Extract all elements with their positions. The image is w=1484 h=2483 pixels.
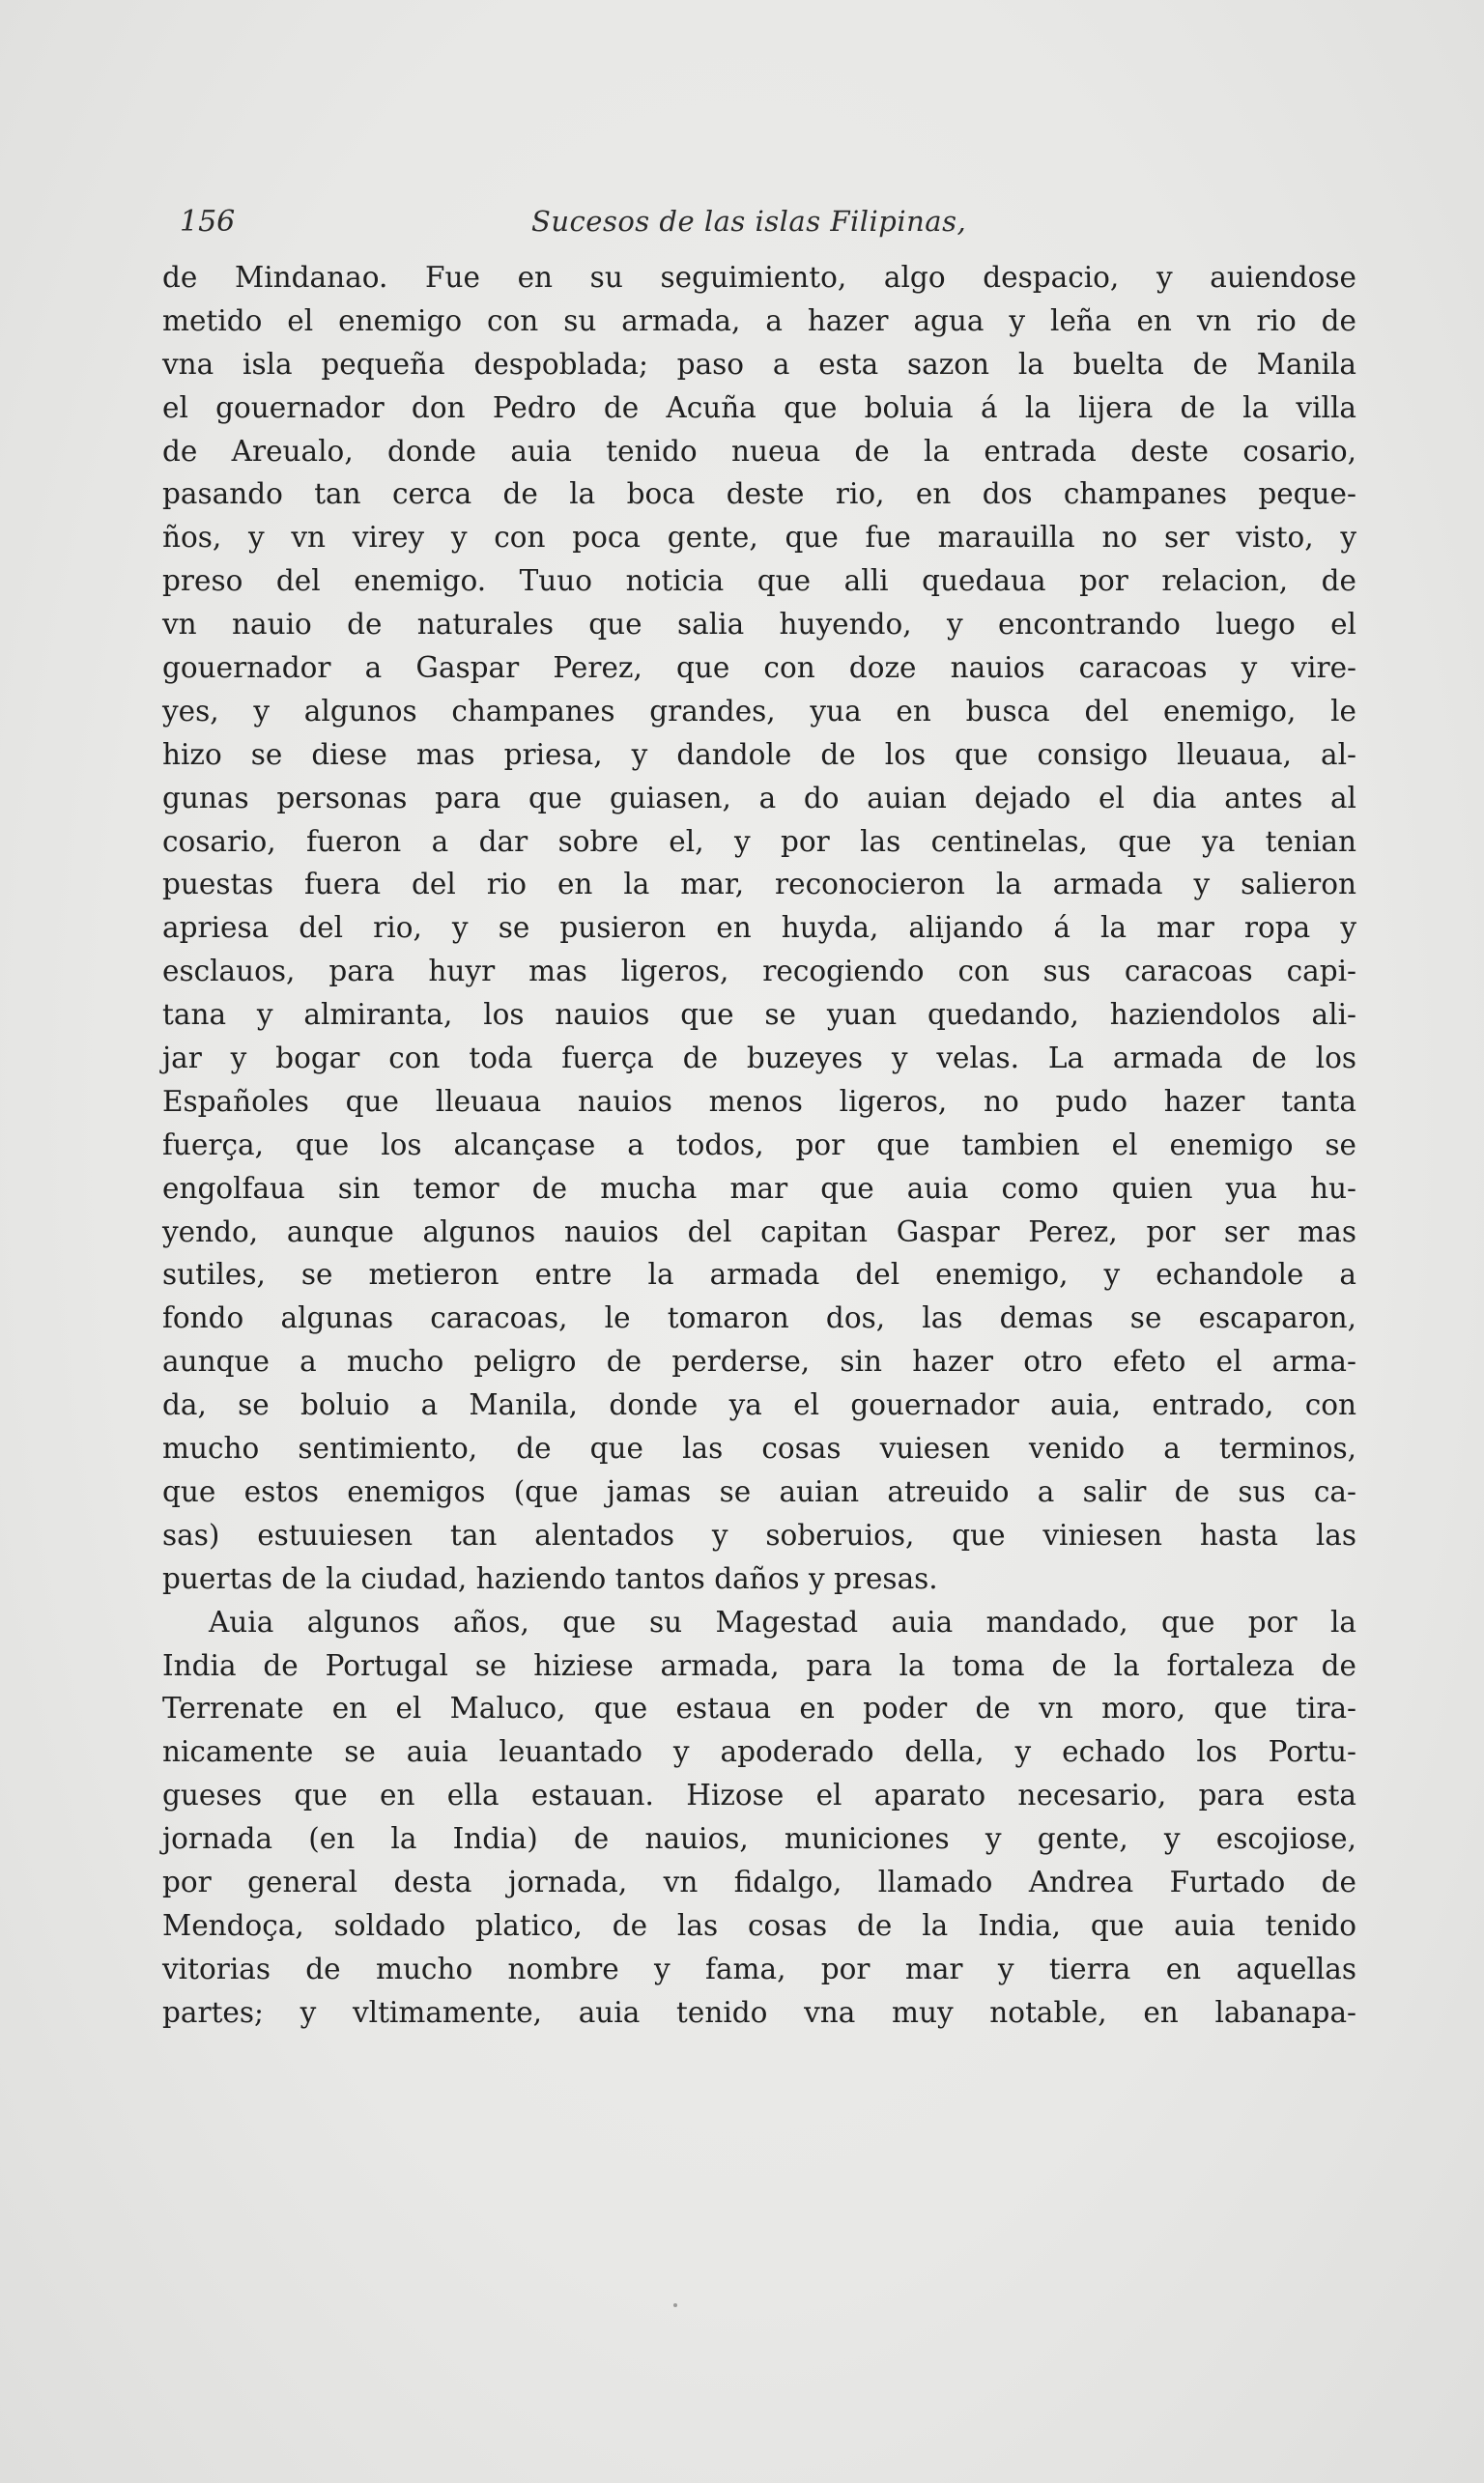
text-line: apriesa del rio, y se pusieron en huyda, alijando á la mar ropa y — [162, 911, 1356, 945]
text-line: puertas de la ciudad, haziendo tantos daños y presas. — [162, 1561, 938, 1595]
text-line: gouernador a Gaspar Perez, que con doze nauios caracoas y vire- — [162, 651, 1356, 685]
text-line: nicamente se auia leuantado y apoderado della, y echado los Portu- — [162, 1735, 1356, 1769]
text-line: cosario, fueron a dar sobre el, y por las centinelas, que ya tenian — [162, 824, 1356, 858]
text-line: que estos enemigos (que jamas se auian atreuido a salir de sus ca- — [162, 1474, 1356, 1508]
text-line: pasando tan cerca de la boca deste rio, en dos champanes peque- — [162, 477, 1356, 511]
paragraph-2 — [162, 1601, 1356, 2035]
text-line: jornada (en la India) de nauios, municiones y gente, y escojiose, — [162, 1822, 1356, 1856]
text-line: puestas fuera del rio en la mar, reconocieron la armada y salieron — [162, 868, 1356, 901]
text-line: vitorias de mucho nombre y fama, por mar y tierra en aquellas — [162, 1952, 1356, 1985]
page-number: 156 — [180, 205, 236, 239]
page-header — [174, 205, 1353, 243]
text-line: esclauos, para huyr mas ligeros, recogiendo con sus caracoas capi- — [162, 955, 1356, 988]
text-line: mucho sentimiento, de que las cosas vuiesen venido a terminos, — [162, 1432, 1356, 1466]
text-line: sas) estuuiesen tan alentados y soberuios, que viniesen hasta las — [162, 1518, 1356, 1552]
text-line: India de Portugal se hiziese armada, para la toma de la fortaleza de — [162, 1648, 1356, 1682]
ink-speck — [673, 2303, 677, 2307]
text-line: Españoles que lleuaua nauios menos ligeros, no pudo hazer tanta — [162, 1084, 1356, 1118]
running-title: Sucesos de las islas Filipinas, — [531, 205, 967, 238]
text-line: gunas personas para que guiasen, a do auian dejado el dia antes al — [162, 781, 1356, 814]
text-line: yendo, aunque algunos nauios del capitan Gaspar Perez, por ser mas — [162, 1214, 1356, 1248]
text-line: sutiles, se metieron entre la armada del enemigo, y echandole a — [162, 1258, 1356, 1292]
text-line: aunque a mucho peligro de perderse, sin hazer otro efeto el arma- — [162, 1345, 1356, 1379]
text-line: yes, y algunos champanes grandes, yua en busca del enemigo, le — [162, 694, 1356, 728]
text-line: da, se boluio a Manila, donde ya el gouernador auia, entrado, con — [162, 1388, 1356, 1422]
text-line: engolfaua sin temor de mucha mar que auia como quien yua hu- — [162, 1171, 1356, 1205]
text-line: de Areualo, donde auia tenido nueua de la entrada deste cosario, — [162, 434, 1356, 468]
text-line: metido el enemigo con su armada, a hazer agua y leña en vn rio de — [162, 303, 1356, 337]
text-line: por general desta jornada, vn fidalgo, llamado Andrea Furtado de — [162, 1865, 1356, 1898]
text-line: vna isla pequeña despoblada; paso a esta sazon la buelta de Manila — [162, 347, 1356, 381]
text-line: partes; y vltimamente, auia tenido vna muy notable, en labanapa- — [162, 1995, 1356, 2029]
text-line: jar y bogar con toda fuerça de buzeyes y velas. La armada de los — [162, 1042, 1356, 1075]
text-line: ños, y vn virey y con poca gente, que fue marauilla no ser visto, y — [162, 521, 1356, 555]
text-line: vn nauio de naturales que salia huyendo, y encontrando luego el — [162, 608, 1356, 642]
text-line: hizo se diese mas priesa, y dandole de los que consigo lleuaua, al- — [162, 737, 1356, 771]
text-line: fondo algunas caracoas, le tomaron dos, las demas se escaparon, — [162, 1301, 1356, 1335]
text-line: gueses que en ella estauan. Hizose el aparato necesario, para esta — [162, 1779, 1356, 1812]
body-text — [162, 256, 1356, 2035]
text-line: el gouernador don Pedro de Acuña que boluia á la lijera de la villa — [162, 390, 1356, 424]
paragraph-1 — [162, 256, 1356, 1601]
text-line: Auia algunos años, que su Magestad auia mandado, que por la — [209, 1605, 1356, 1639]
text-line: tana y almiranta, los nauios que se yuan quedando, haziendolos ali- — [162, 998, 1356, 1032]
text-line: Terrenate en el Maluco, que estaua en poder de vn moro, que tira- — [162, 1692, 1356, 1726]
text-line: preso del enemigo. Tuuo noticia que alli quedaua por relacion, de — [162, 564, 1356, 598]
text-line: Mendoça, soldado platico, de las cosas de la India, que auia tenido — [162, 1908, 1356, 1942]
text-line: de Mindanao. Fue en su seguimiento, algo despacio, y auiendose — [162, 261, 1356, 294]
text-line: fuerça, que los alcançase a todos, por que tambien el enemigo se — [162, 1127, 1356, 1161]
